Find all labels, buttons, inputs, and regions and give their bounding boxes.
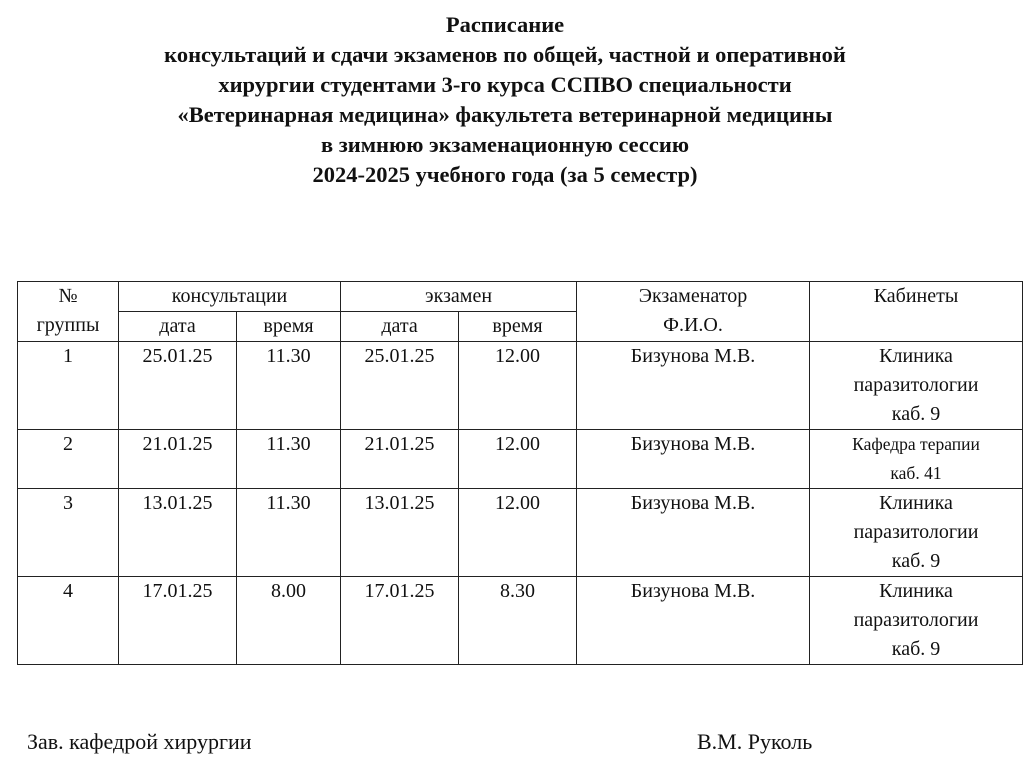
cell-exam-date: 25.01.25 [341, 342, 459, 430]
room-line: каб. 41 [890, 463, 942, 483]
header-group-number-line: группы [36, 314, 100, 336]
table-row [18, 430, 1023, 489]
cell-cons-time: 8.00 [237, 577, 341, 665]
cell-exam-date: 17.01.25 [341, 577, 459, 665]
room-line: Кафедра терапии [852, 434, 980, 454]
room-line: каб. 9 [891, 550, 941, 572]
cell-cons-time: 11.30 [237, 430, 341, 489]
cell-cons-date: 13.01.25 [119, 489, 237, 577]
cell-exam-date: 21.01.25 [341, 430, 459, 489]
room-line: каб. 9 [891, 403, 941, 425]
room-line: Клиника [879, 492, 953, 514]
header-examiner [577, 282, 810, 342]
title-line: хирургии студентами 3-го курса ССПВО специальности [218, 72, 792, 97]
title-line: консультаций и сдачи экзаменов по общей, частной и оперативной [164, 42, 846, 67]
cell-group: 4 [18, 577, 119, 665]
header-rooms: Кабинеты [810, 282, 1023, 342]
footer-position: Зав. кафедрой хирургии [27, 729, 252, 754]
header-exam-date: дата [341, 312, 459, 342]
table-row [18, 342, 1023, 430]
cell-group: 1 [18, 342, 119, 430]
title-line: 2024-2025 учебного года (за 5 семестр) [312, 162, 698, 187]
cell-examiner: Бизунова М.В. [577, 430, 810, 489]
cell-cons-time: 11.30 [237, 342, 341, 430]
header-examiner-line: Ф.И.О. [663, 314, 723, 336]
cell-cons-date: 21.01.25 [119, 430, 237, 489]
header-exam-time: время [459, 312, 577, 342]
cell-group: 2 [18, 430, 119, 489]
cell-examiner: Бизунова М.В. [577, 489, 810, 577]
title-line: в зимнюю экзаменационную сессию [320, 132, 690, 157]
header-cons-date: дата [119, 312, 237, 342]
room-line: Клиника [879, 580, 953, 602]
header-consultations: консультации [119, 282, 341, 312]
header-exam: экзамен [341, 282, 577, 312]
room-line: паразитологии [853, 521, 979, 543]
cell-exam-time: 8.30 [459, 577, 577, 665]
footer-signatory: В.М. Руколь [697, 729, 813, 754]
cell-room [810, 489, 1023, 577]
table-row [18, 489, 1023, 577]
cell-exam-time: 12.00 [459, 342, 577, 430]
cell-cons-date: 17.01.25 [119, 577, 237, 665]
header-group-number-line: № [58, 285, 78, 307]
title-line: «Ветеринарная медицина» факультета ветеринарной медицины [177, 102, 833, 127]
title-line: Расписание [445, 12, 565, 37]
room-line: паразитологии [853, 609, 979, 631]
room-line: каб. 9 [891, 638, 941, 660]
cell-exam-time: 12.00 [459, 430, 577, 489]
cell-room [810, 342, 1023, 430]
cell-examiner: Бизунова М.В. [577, 577, 810, 665]
room-line: паразитологии [853, 374, 979, 396]
schedule-table [17, 281, 1023, 665]
room-line: Клиника [879, 345, 953, 367]
cell-room [810, 577, 1023, 665]
cell-room [810, 430, 1023, 489]
cell-examiner: Бизунова М.В. [577, 342, 810, 430]
table-row [18, 577, 1023, 665]
cell-group: 3 [18, 489, 119, 577]
cell-exam-date: 13.01.25 [341, 489, 459, 577]
cell-cons-time: 11.30 [237, 489, 341, 577]
cell-cons-date: 25.01.25 [119, 342, 237, 430]
header-examiner-line: Экзаменатор [638, 285, 748, 307]
cell-exam-time: 12.00 [459, 489, 577, 577]
header-row-top [18, 282, 1023, 312]
document-title [0, 10, 1010, 190]
header-cons-time: время [237, 312, 341, 342]
header-group-number [18, 282, 119, 342]
